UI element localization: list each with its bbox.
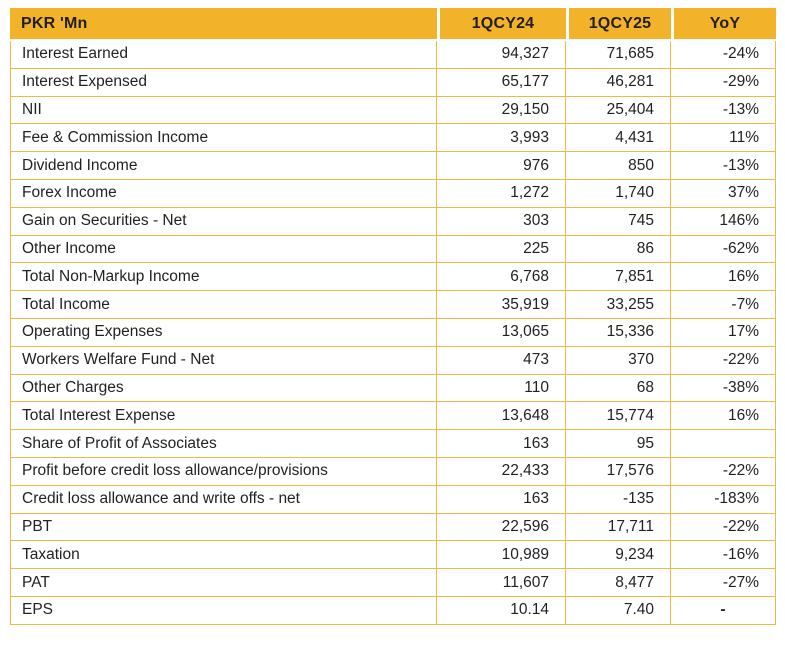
- table-row: [10, 514, 776, 542]
- table-row: [10, 236, 776, 264]
- row-label: Fee & Commission Income: [10, 124, 437, 152]
- cell-1qcy24: 3,993: [437, 124, 566, 152]
- cell-1qcy24: 13,065: [437, 319, 566, 347]
- row-label: Interest Earned: [10, 41, 437, 69]
- cell-1qcy25: 68: [566, 375, 671, 403]
- table-row: [10, 41, 776, 69]
- row-label: Dividend Income: [10, 152, 437, 180]
- cell-1qcy25: 33,255: [566, 291, 671, 319]
- table-row: [10, 347, 776, 375]
- cell-1qcy25: 71,685: [566, 41, 671, 69]
- financial-results-table-container: [10, 8, 776, 625]
- table-header: [10, 8, 776, 41]
- cell-yoy: -16%: [671, 541, 776, 569]
- cell-1qcy24: 10,989: [437, 541, 566, 569]
- cell-yoy: -22%: [671, 514, 776, 542]
- table-row: [10, 208, 776, 236]
- cell-1qcy24: 35,919: [437, 291, 566, 319]
- cell-1qcy24: 473: [437, 347, 566, 375]
- column-header-pkr-mn: PKR 'Mn: [10, 8, 437, 41]
- cell-yoy: -24%: [671, 41, 776, 69]
- cell-1qcy24: 94,327: [437, 41, 566, 69]
- row-label: Other Charges: [10, 375, 437, 403]
- table-row: [10, 180, 776, 208]
- cell-1qcy25: 4,431: [566, 124, 671, 152]
- cell-yoy: -22%: [671, 458, 776, 486]
- table-row: [10, 541, 776, 569]
- cell-1qcy24: 10.14: [437, 597, 566, 625]
- table-row: [10, 69, 776, 97]
- row-label: PBT: [10, 514, 437, 542]
- cell-1qcy24: 29,150: [437, 97, 566, 125]
- cell-1qcy25: 850: [566, 152, 671, 180]
- cell-1qcy25: 745: [566, 208, 671, 236]
- column-header-1qcy25: 1QCY25: [566, 8, 671, 41]
- cell-1qcy24: 22,433: [437, 458, 566, 486]
- table-row: [10, 152, 776, 180]
- cell-1qcy25: 1,740: [566, 180, 671, 208]
- row-label: Forex Income: [10, 180, 437, 208]
- cell-yoy: -38%: [671, 375, 776, 403]
- table-row: [10, 124, 776, 152]
- cell-1qcy24: 13,648: [437, 402, 566, 430]
- cell-yoy: -22%: [671, 347, 776, 375]
- column-header-1qcy24: 1QCY24: [437, 8, 566, 41]
- row-label: Taxation: [10, 541, 437, 569]
- cell-1qcy24: 6,768: [437, 263, 566, 291]
- cell-1qcy25: 95: [566, 430, 671, 458]
- cell-yoy: -27%: [671, 569, 776, 597]
- table-row: [10, 486, 776, 514]
- row-label: Total Non-Markup Income: [10, 263, 437, 291]
- cell-1qcy24: 303: [437, 208, 566, 236]
- row-label: EPS: [10, 597, 437, 625]
- table-header-row: [10, 8, 776, 41]
- cell-1qcy24: 11,607: [437, 569, 566, 597]
- cell-1qcy25: 17,711: [566, 514, 671, 542]
- row-label: NII: [10, 97, 437, 125]
- cell-1qcy24: 163: [437, 430, 566, 458]
- cell-1qcy25: 86: [566, 236, 671, 264]
- cell-yoy: -: [671, 597, 776, 625]
- table-row: [10, 597, 776, 625]
- cell-1qcy25: 46,281: [566, 69, 671, 97]
- cell-1qcy25: 9,234: [566, 541, 671, 569]
- cell-1qcy25: 15,336: [566, 319, 671, 347]
- row-label: PAT: [10, 569, 437, 597]
- table-row: [10, 291, 776, 319]
- cell-yoy: 17%: [671, 319, 776, 347]
- row-label: Share of Profit of Associates: [10, 430, 437, 458]
- cell-1qcy25: -135: [566, 486, 671, 514]
- cell-1qcy24: 163: [437, 486, 566, 514]
- cell-yoy: [671, 430, 776, 458]
- row-label: Profit before credit loss allowance/provisions: [10, 458, 437, 486]
- row-label: Operating Expenses: [10, 319, 437, 347]
- table-row: [10, 402, 776, 430]
- cell-1qcy24: 225: [437, 236, 566, 264]
- cell-1qcy25: 15,774: [566, 402, 671, 430]
- table-row: [10, 569, 776, 597]
- cell-1qcy24: 976: [437, 152, 566, 180]
- row-label: Interest Expensed: [10, 69, 437, 97]
- cell-yoy: 37%: [671, 180, 776, 208]
- row-label: Workers Welfare Fund - Net: [10, 347, 437, 375]
- table-row: [10, 458, 776, 486]
- cell-yoy: -7%: [671, 291, 776, 319]
- row-label: Total Interest Expense: [10, 402, 437, 430]
- cell-yoy: -183%: [671, 486, 776, 514]
- cell-1qcy24: 65,177: [437, 69, 566, 97]
- table-row: [10, 263, 776, 291]
- cell-1qcy24: 22,596: [437, 514, 566, 542]
- cell-1qcy25: 7,851: [566, 263, 671, 291]
- cell-yoy: -62%: [671, 236, 776, 264]
- row-label: Other Income: [10, 236, 437, 264]
- cell-1qcy25: 370: [566, 347, 671, 375]
- table-row: [10, 319, 776, 347]
- cell-yoy: 16%: [671, 402, 776, 430]
- cell-yoy: -13%: [671, 97, 776, 125]
- cell-1qcy24: 1,272: [437, 180, 566, 208]
- row-label: Credit loss allowance and write offs - net: [10, 486, 437, 514]
- cell-1qcy25: 8,477: [566, 569, 671, 597]
- table-row: [10, 430, 776, 458]
- cell-yoy: 146%: [671, 208, 776, 236]
- cell-yoy: 11%: [671, 124, 776, 152]
- cell-yoy: -29%: [671, 69, 776, 97]
- table-row: [10, 375, 776, 403]
- row-label: Gain on Securities - Net: [10, 208, 437, 236]
- cell-1qcy25: 17,576: [566, 458, 671, 486]
- cell-yoy: 16%: [671, 263, 776, 291]
- table-body: [10, 41, 776, 625]
- cell-1qcy24: 110: [437, 375, 566, 403]
- cell-yoy: -13%: [671, 152, 776, 180]
- cell-1qcy25: 7.40: [566, 597, 671, 625]
- financial-results-table: [10, 8, 776, 625]
- cell-1qcy25: 25,404: [566, 97, 671, 125]
- column-header-yoy: YoY: [671, 8, 776, 41]
- table-row: [10, 97, 776, 125]
- row-label: Total Income: [10, 291, 437, 319]
